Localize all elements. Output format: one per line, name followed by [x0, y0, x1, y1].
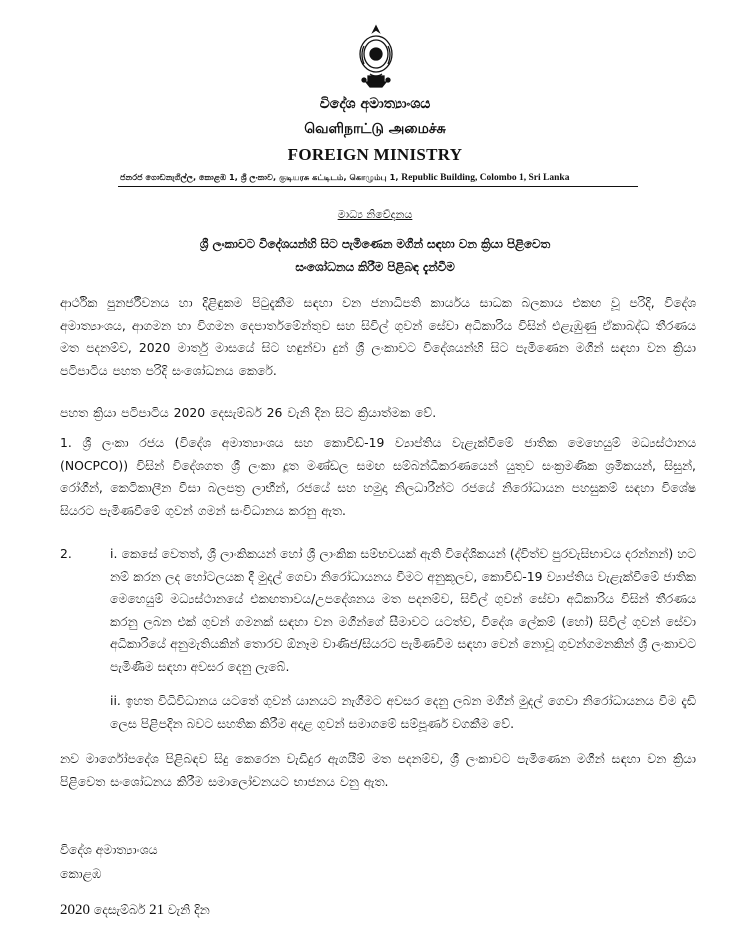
date-month: දෙසැම්බර් — [93, 902, 146, 917]
effective-date-paragraph: පහත ක්‍රියා පටිපාටිය 2020 දෙසැම්බර් 26 වැනි දින සිට ක්‍රියාත්මක වේ. — [60, 405, 437, 420]
item-2-number: 2. — [60, 546, 72, 561]
intro-paragraph: ආර්ථික පුනර්ජීවනය හා දිළිඳුකම පිටුදැකීම සඳහා වන ජනාධිපති කාර්යය සාධක බලකාය එකඟ වූ පරිදි, විදේශ අමාත්‍යාංශය, ආගමන හා විගමන දෙපාර්තමේන්තුව සහ සිවිල් ගුවන් සේවා අධිකාරිය විසින් එළැඹුණු ඒකාබද්ධ තීරණය මත පදනම්ව, 2020 මාර්තු මාසයේ සිට හඳුන්වා දුන් ශ්‍රී ලංකාවට විදේශයන්හි සිට පැමිණෙන මගීන් සඳහා වන ක්‍රියා පටිපාටිය පහත පරිදි සංශෝධනය කෙරේ. — [60, 295, 696, 378]
address-tamil: குடியரசு கட்டிடம், கொழும்பு 1, — [278, 172, 399, 182]
notice-heading-line2: සංශෝධනය කිරීම පිළිබඳ දැන්වීම — [295, 260, 455, 274]
letterhead-english: FOREIGN MINISTRY — [287, 145, 463, 164]
letterhead-divider — [118, 186, 638, 187]
letterhead-tamil: வெளிநாட்டு அமைச்சு — [304, 121, 446, 137]
signature-ministry: විදේශ අමාත්‍යාංශය — [60, 842, 158, 857]
press-release-title: මාධ්‍ය නිවේදනය — [337, 208, 413, 221]
date-suffix: වැනි දින — [167, 902, 210, 917]
item-2-sub-i: i. කෙසේ වෙතත්, ශ්‍රී ලාංකිකයන් හෝ ශ්‍රී ලාංකික සම්භවයක් ඇති විදේශිකයන් (ද්විත්ව පුරවැසිභාවය දරන්නන්) හට නම් කරන ලද හෝටලයක දී මුදල් ගෙවා නිරෝධායනය වීමට අනුකූලව, කොවිඩ්-19 ව්‍යාප්තිය වැළැක්වීමේ ජාතික මෙහෙයුම් මධ්‍යස්ථානයේ එකඟතාවය/උපදේශනය මත පදනම්ව, සිවිල් ගුවන් සේවා අධිකාරිය විසින් තීරණය කරනු ලබන එක් ගුවන් ගමනක් සඳහා වන මගීන්ගේ සීමාවට යටත්ව, විදේශ ලේකම් (හෝ) සිවිල් ගුවන් සේවා අධිකාරියේ අනුමැතියකින් තොරව ඕනෑම වාණිජ/සියරට පැමිණවීම සඳහා වෙන් නොවූ ගුවන්ගමනකින් ශ්‍රී ලංකාවට පැමිණීම සඳහා අවසර දෙනු ලැබේ. — [110, 546, 696, 674]
letterhead-address — [120, 172, 645, 184]
procedure-item-1: 1. ශ්‍රී ලංකා රජය (විදේශ අමාත්‍යාංශය සහ කොවිඩ්-19 ව්‍යාප්තිය වැළැක්වීමේ ජාතික මෙහෙයුම් මධ්‍යස්ථානය (NOCPCO)) විසින් විදේශගත ශ්‍රී ලංකා දූත මණ්ඩල සමඟ සම්බන්ධීකරණයෙන් යුතුව සංක්‍රමණික ශ්‍රමිකයන්, සිසුන්, රෝගීන්, කෙටිකාලීන වීසා බලපත්‍ර ලාභීන්, රජයේ සහ හමුදා නිලධාරීන්ට රජයේ නිරෝධායන පහසුකම් සඳහා විශේෂ සියරට පැමිණවීමේ ගුවන් ගමන් සංවිධානය කරනු ඇත. — [60, 435, 696, 518]
closing-paragraph: නව මාර්ගෝපදේශ පිළිබඳව සිදු කෙරෙන වැඩිදුර ඇගයීම් මත පදනම්ව, ශ්‍රී ලංකාවට පැමිණෙන මගීන් සඳහා වන ක්‍රියා පිළිවෙත සංශෝධනය කිරීම සමාලෝචනයට භාජනය වනු ඇත. — [60, 751, 696, 789]
letterhead-sinhala: විදේශ අමාත්‍යාංශය — [319, 96, 431, 112]
document-date — [60, 902, 210, 919]
item-2-sub-ii: ii. ඉහත විධිවිධානය යටතේ ගුවන් යානයට නැගීමට අවසර දෙනු ලබන මගීන් මුදල් ගෙවා නිරෝධායනය වීම දැඩි ලෙස පිළිපදින බවට සහතික කිරීම අදාළ ගුවන් සමාගමේ සම්පූර්ණ වගකීම වේ. — [110, 693, 696, 731]
sri-lanka-emblem-icon — [356, 24, 396, 90]
notice-heading-line1: ශ්‍රී ලංකාවට විදේශයන්හි සිට පැමිණෙන මගීන් සඳහා වන ක්‍රියා පිළිවෙත — [199, 237, 551, 251]
date-year: 2020 — [60, 902, 90, 918]
address-english: Republic Building, Colombo 1, Sri Lanka — [401, 173, 570, 183]
date-day: 21 — [149, 902, 165, 918]
signature-city: කොළඹ — [60, 866, 102, 881]
address-sinhala: ජනරජ ගොඩනැගිල්ල, කොළඹ 1, ශ්‍රී ලංකාව, — [120, 172, 277, 182]
